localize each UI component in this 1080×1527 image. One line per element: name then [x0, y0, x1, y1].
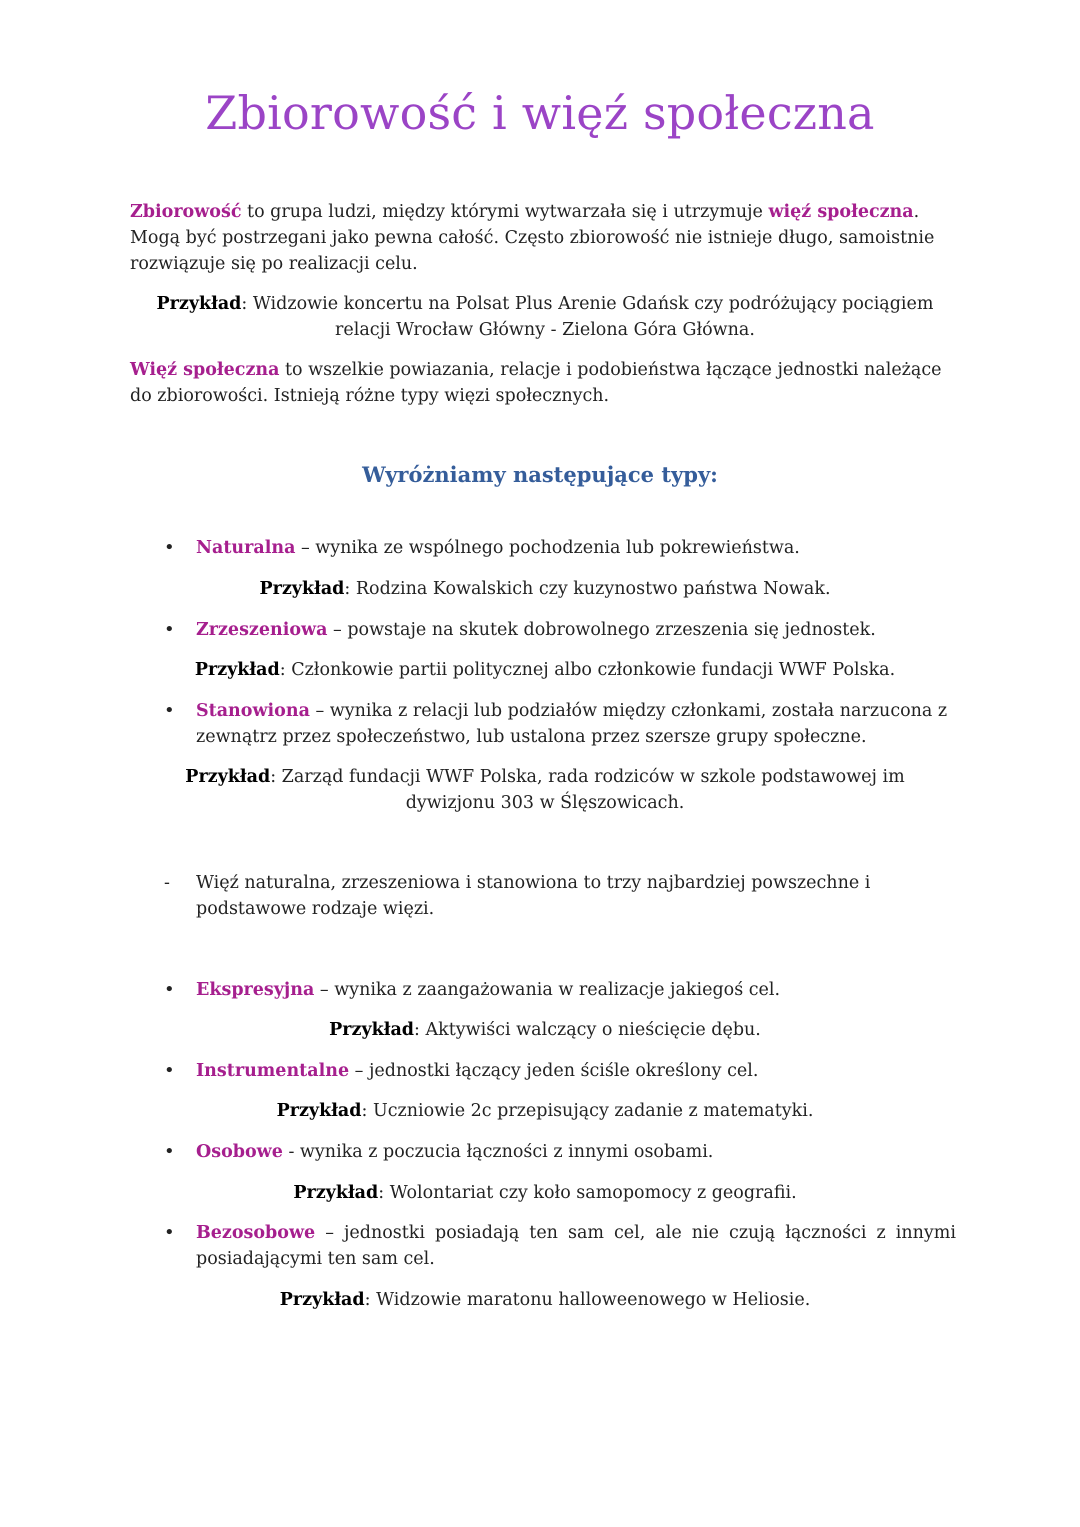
example-instrumentalne — [130, 1098, 960, 1124]
bullet-icon: • — [164, 1060, 175, 1081]
example-text: : Członkowie partii politycznej albo członkowie fundacji WWF Polska. — [279, 660, 896, 680]
bond-definition — [130, 357, 960, 409]
intro-paragraph — [130, 199, 960, 277]
example-label: Przykład — [259, 579, 345, 599]
example-text: : Uczniowie 2c przepisujący zadanie z matematyki. — [361, 1101, 814, 1121]
list-item-bezosobowe — [196, 1220, 956, 1272]
intro-text-1: to grupa ludzi, między którymi wytwarzała się i utrzymuje — [241, 202, 769, 222]
example-label: Przykład — [276, 1101, 362, 1121]
note-paragraph: Więź naturalna, zrzeszeniowa i stanowiona to trzy najbardziej powszechne i podstawowe rodzaje więzi. — [196, 873, 871, 919]
example-ekspresyjna — [130, 1017, 960, 1043]
type-name: Osobowe — [196, 1142, 283, 1162]
type-desc: – powstaje na skutek dobrowolnego zrzeszenia się jednostek. — [327, 620, 876, 640]
list-item-osobowe — [196, 1139, 956, 1165]
example-concert — [130, 291, 960, 343]
page-title: Zbiorowość i więź społeczna — [205, 86, 875, 140]
intro-text-2: . Mogą być postrzegani jako pewna całość. Często zbiorowość nie istnieje długo, samoistnie rozwiązuje się po realizacji celu. — [130, 202, 935, 274]
bullet-icon: • — [164, 537, 175, 558]
example-bezosobowe — [130, 1287, 960, 1313]
list-item-naturalna — [196, 535, 956, 561]
type-name: Stanowiona — [196, 701, 310, 721]
type-name: Instrumentalne — [196, 1061, 350, 1081]
example-stanowiona — [130, 764, 960, 816]
types-subheading: Wyróżniamy następujące typy: — [362, 462, 718, 487]
example-text: : Widzowie maratonu halloweenowego w Heliosie. — [364, 1290, 811, 1310]
example-text: : Aktywiści walczący o nieścięcie dębu. — [414, 1020, 761, 1040]
example-text: : Rodzina Kowalskich czy kuzynostwo państwa Nowak. — [344, 579, 831, 599]
example-text: : Widzowie koncertu na Polsat Plus Arenie Gdańsk czy podróżujący pociągiem — [241, 294, 934, 314]
example-text: : Wolontariat czy koło samopomocy z geografii. — [378, 1183, 797, 1203]
list-item-ekspresyjna — [196, 977, 956, 1003]
example-label: Przykład — [279, 1290, 365, 1310]
type-desc: - wynika z poczucia łączności z innymi osobami. — [282, 1142, 714, 1162]
type-desc: – jednostki łączący jeden ściśle określony cel. — [349, 1061, 759, 1081]
keyword-zbiorowosc: Zbiorowość — [130, 202, 242, 222]
list-item-instrumentalne — [196, 1058, 956, 1084]
list-item-zrzeszeniowa — [196, 617, 956, 643]
type-name: Ekspresyjna — [196, 980, 315, 1000]
bullet-icon: • — [164, 1222, 175, 1243]
list-item-stanowiona — [196, 698, 956, 750]
example-label: Przykład — [293, 1183, 379, 1203]
type-name: Bezosobowe — [196, 1223, 316, 1243]
example-osobowe — [130, 1180, 960, 1206]
type-name: Naturalna — [196, 538, 296, 558]
example-zrzeszeniowa — [130, 657, 960, 683]
example-text-line2: relacji Wrocław Główny - Zielona Góra Główna. — [335, 320, 755, 340]
example-text: : Zarząd fundacji WWF Polska, rada rodziców w szkole podstawowej im — [270, 767, 905, 787]
keyword-wiez-spoleczna: więź społeczna — [768, 202, 914, 222]
type-desc: – wynika z zaangażowania w realizacje jakiegoś cel. — [314, 980, 781, 1000]
example-label: Przykład — [194, 660, 280, 680]
example-naturalna — [130, 576, 960, 602]
keyword-wiez-spoleczna-def: Więź społeczna — [130, 360, 280, 380]
type-desc: – wynika ze wspólnego pochodzenia lub pokrewieństwa. — [295, 538, 800, 558]
type-desc: – jednostki posiadają ten sam cel, ale nie czują łączności z innymi posiadającymi ten sam cel. — [196, 1223, 956, 1269]
type-desc: – wynika z relacji lub podziałów między członkami, została narzucona z zewnątrz przez społeczeństwo, lub ustalona przez szersze grupy społeczne. — [196, 701, 948, 747]
bullet-icon: • — [164, 979, 175, 1000]
type-name: Zrzeszeniowa — [196, 620, 328, 640]
bullet-icon: • — [164, 700, 175, 721]
example-label: Przykład — [185, 767, 271, 787]
example-label: Przykład — [329, 1020, 415, 1040]
example-text-line2: dywizjonu 303 w Ślęszowicach. — [405, 793, 685, 813]
bullet-icon: • — [164, 1141, 175, 1162]
bullet-icon: • — [164, 619, 175, 640]
bond-definition-text: to wszelkie powiazania, relacje i podobieństwa łączące jednostki należące do zbiorowości. Istnieją różne typy więzi społecznych. — [130, 360, 942, 406]
example-label: Przykład — [156, 294, 242, 314]
dash-marker: - — [164, 873, 170, 893]
